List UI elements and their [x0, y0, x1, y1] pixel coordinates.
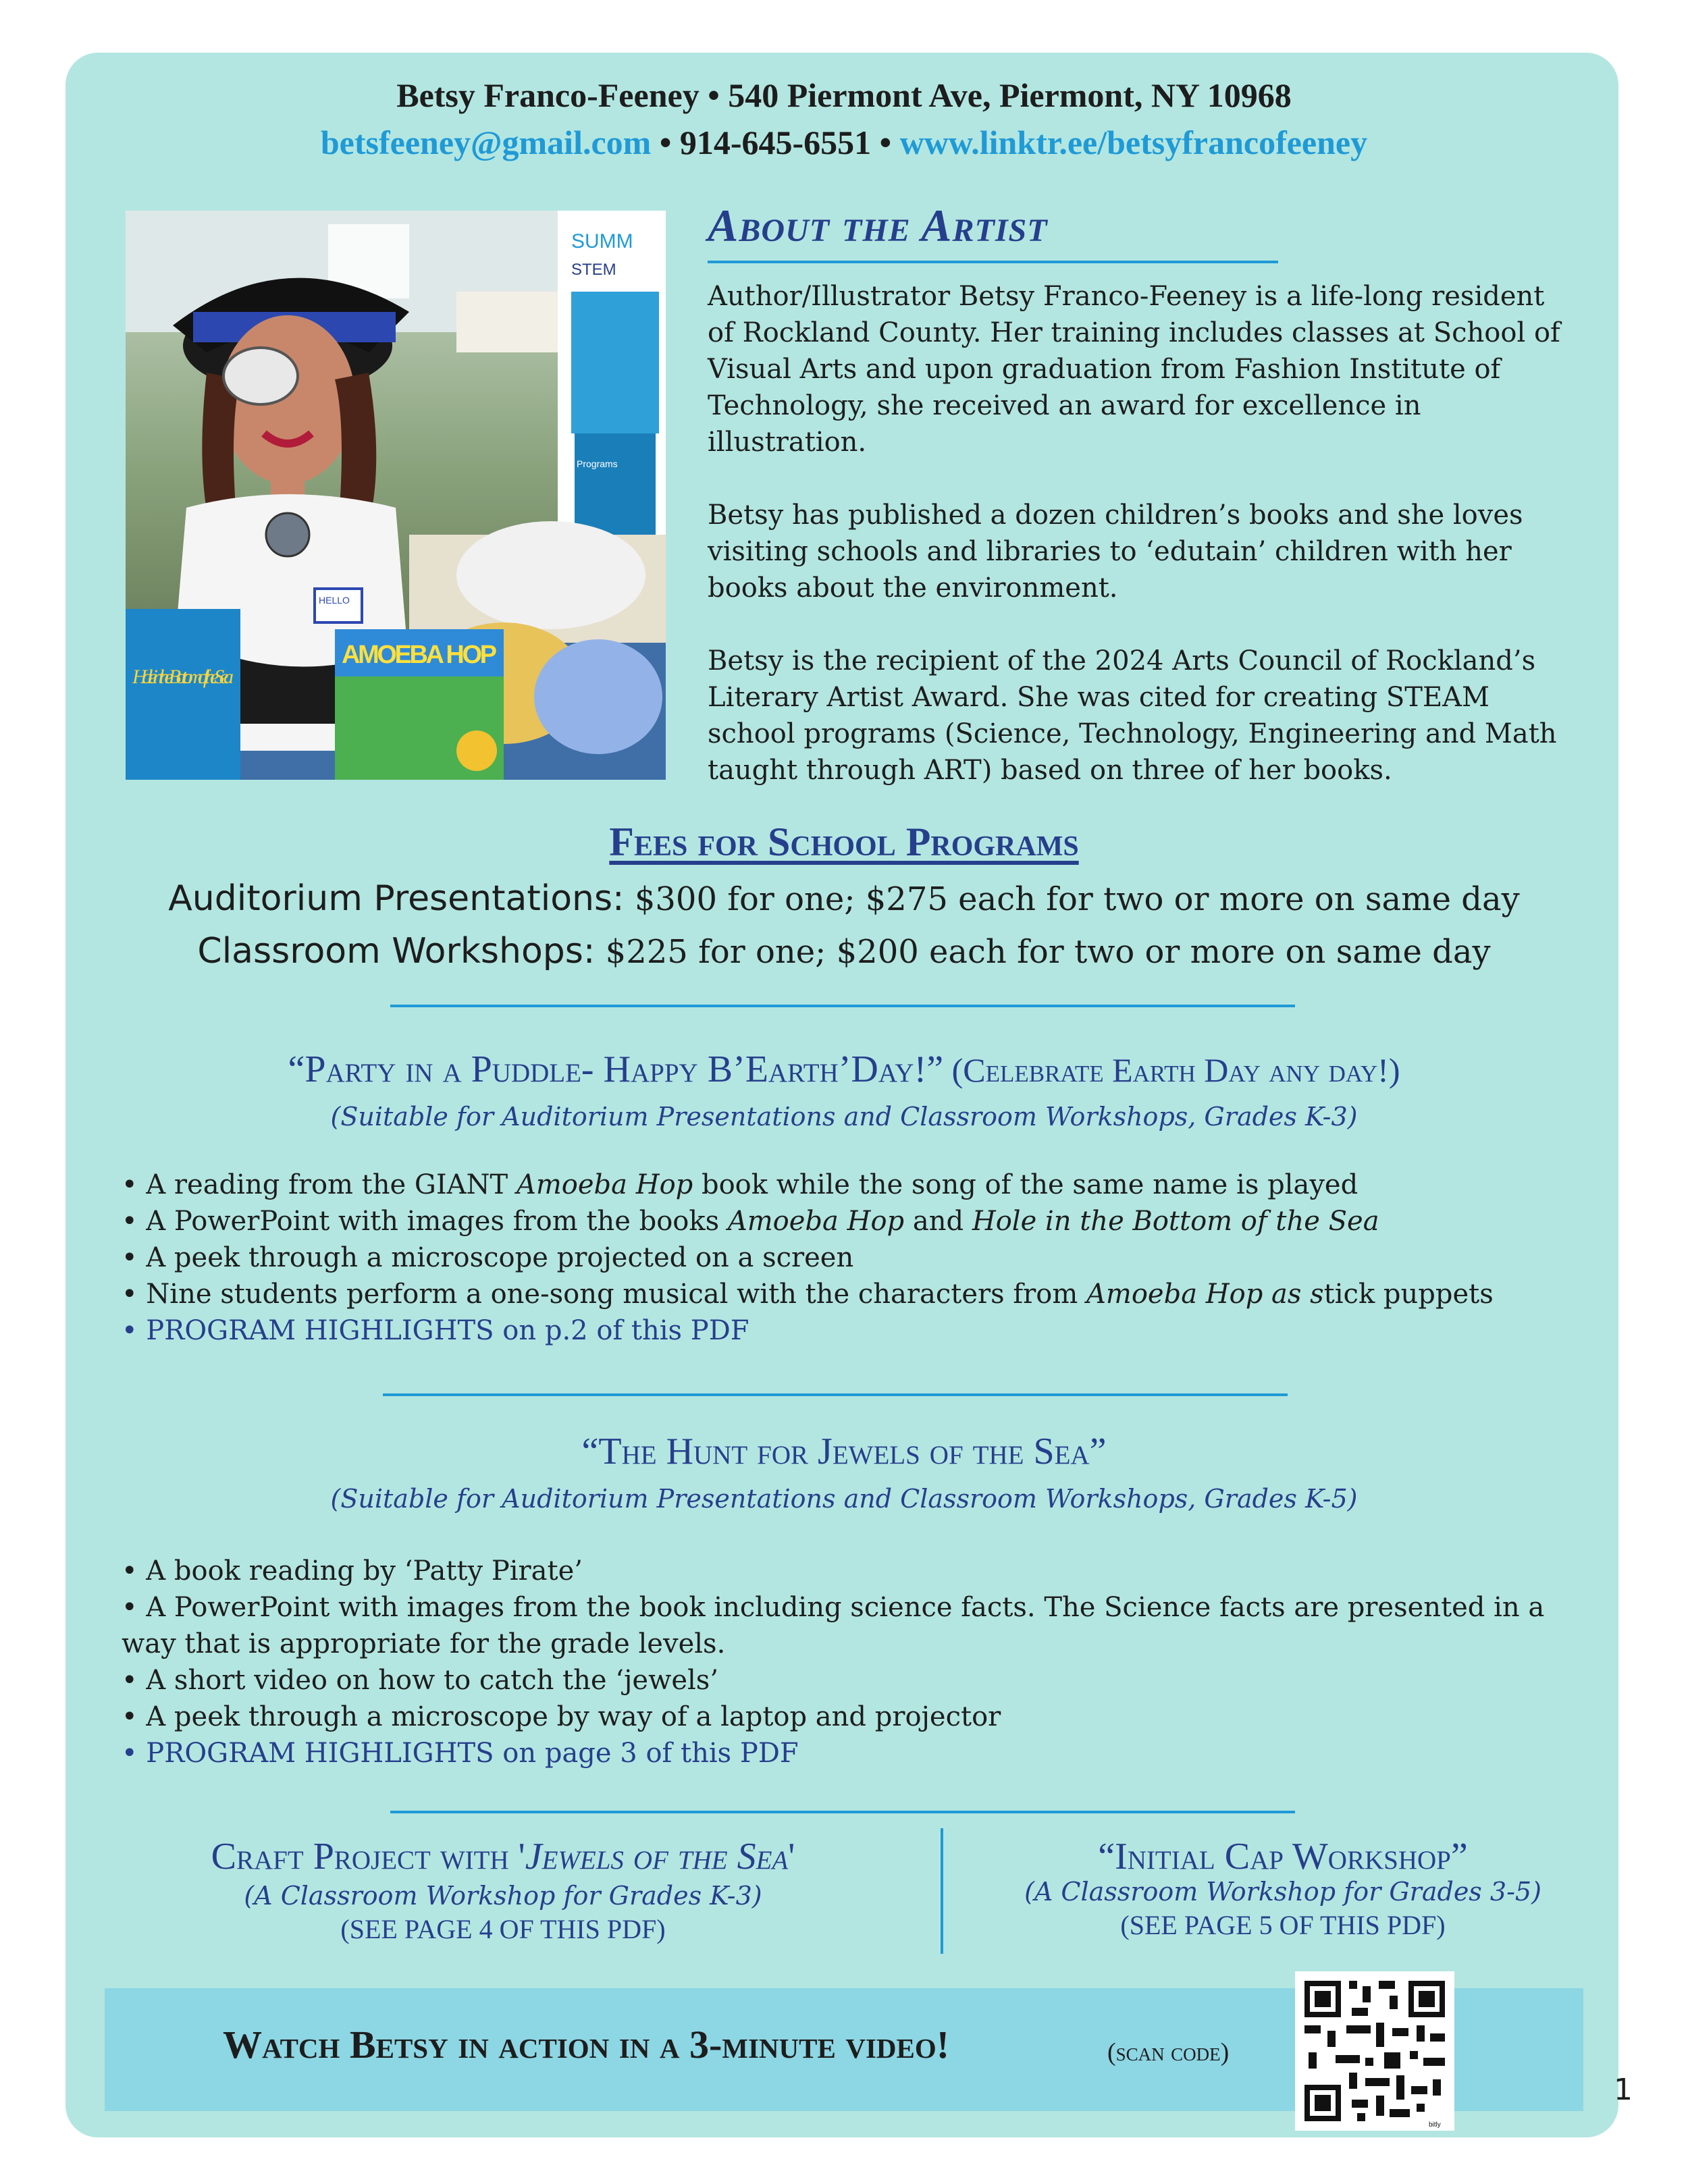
about-paragraph-3: Betsy is the recipient of the 2024 Arts Council of Rockland’s Literary Artist Award. She was cited for creating STEAM school programs (Science, Technology, Engineering and Math taught through ART) based on three of her books.: [708, 645, 1557, 786]
program2-suitable: (Suitable for Auditorium Presentations and Classroom Workshops, Grades K-5): [330, 1484, 1358, 1514]
initial-cap-see-page[interactable]: (SEE PAGE 5 OF THIS PDF): [1120, 1910, 1446, 1940]
website-link[interactable]: www.linktr.ee/betsyfrancofeeney: [899, 124, 1368, 161]
program1-suitable: (Suitable for Auditorium Presentations and Classroom Workshops, Grades K-3): [330, 1102, 1358, 1131]
program1-title: [0, 1048, 1688, 1091]
craft-title: Craft Project with 'Jewels of the Sea': [211, 1836, 795, 1877]
video-banner-text: Watch Betsy in action in a 3-minute video!: [223, 2023, 950, 2067]
page-number: 1: [1614, 2073, 1633, 2107]
book-title-hole: Hole in the Bottom of the Sea: [132, 666, 234, 688]
initial-cap-block: [959, 1835, 1607, 1941]
program1-list: [122, 1167, 1593, 1349]
initial-cap-subtitle: (A Classroom Workshop for Grades 3-5): [1024, 1877, 1541, 1907]
phone-number: • 914-645-6551 •: [651, 124, 900, 161]
about-paragraph-2: Betsy has published a dozen children’s books and she loves visiting schools and libraries to ‘edutain’ children with her books about the environment.: [708, 500, 1523, 604]
about-rule: [708, 261, 1278, 263]
vertical-divider: [941, 1828, 943, 1954]
program1-highlights-link[interactable]: • PROGRAM HIGHLIGHTS on p.2 of this PDF: [122, 1315, 749, 1346]
list-item: • A reading from the GIANT Amoeba Hop book while the song of the same name is played: [122, 1169, 1359, 1200]
about-text: [708, 278, 1579, 825]
program2-title: “The Hunt for Jewels of the Sea”: [581, 1431, 1107, 1472]
fees-auditorium: [0, 872, 1688, 926]
about-title: About the Artist: [708, 200, 1048, 251]
sign-text-3: Programs: [577, 458, 618, 469]
program1-subtitle: (Celebrate Earth Day any day!): [943, 1051, 1400, 1089]
divider-rule-3: [390, 1811, 1295, 1813]
craft-see-page[interactable]: (SEE PAGE 4 OF THIS PDF): [340, 1914, 666, 1944]
initial-cap-title: “Initial Cap Workshop”: [1098, 1836, 1468, 1877]
fees-auditorium-label: Auditorium Presentations:: [168, 878, 625, 919]
qr-label: bitly: [1429, 2121, 1441, 2129]
email-link[interactable]: betsfeeney@gmail.com: [320, 124, 652, 161]
list-item: • A PowerPoint with images from the book including science facts. The Science facts are presented in a way that is appropriate for the grade levels.: [122, 1592, 1545, 1659]
fees-classroom-price: $225 for one; $200 each for two or more on same day: [595, 933, 1491, 971]
sign-text: SUMM: [571, 230, 633, 252]
craft-subtitle: (A Classroom Workshop for Grades K-3): [244, 1881, 762, 1911]
divider-rule-2: [383, 1393, 1288, 1396]
contact-address: Betsy Franco-Feeney • 540 Piermont Ave, Piermont, NY 10968: [396, 76, 1292, 114]
artist-photo: [126, 211, 666, 780]
list-item: • A PowerPoint with images from the books Amoeba Hop and Hole in the Bottom of the Sea: [122, 1206, 1379, 1237]
book-title-amoeba: AMOEBA HOP: [342, 641, 497, 669]
about-paragraph-1: Author/Illustrator Betsy Franco-Feeney is a life-long resident of Rockland County. Her training includes classes at School of Visual Arts and upon graduation from Fashion Institute of Technology, she received an award for excellence in illustration.: [708, 281, 1560, 458]
program2-list: [122, 1553, 1593, 1772]
fees-classroom: [0, 925, 1688, 978]
program1-title-text: “Party in a Puddle- Happy B’Earth’Day!”: [288, 1048, 944, 1090]
contact-line: [0, 123, 1688, 162]
list-item: • Nine students perform a one-song musical with the characters from Amoeba Hop as stick puppets: [122, 1279, 1494, 1310]
program2-highlights-link[interactable]: • PROGRAM HIGHLIGHTS on page 3 of this PDF: [122, 1738, 799, 1769]
scan-code-label: (scan code): [1107, 2038, 1230, 2067]
name-badge: HELLO: [319, 595, 350, 606]
fees-classroom-label: Classroom Workshops:: [197, 931, 596, 971]
fees-auditorium-price: $300 for one; $275 each for two or more on same day: [624, 880, 1520, 918]
list-item: • A short video on how to catch the ‘jewels’: [122, 1665, 719, 1696]
qr-code[interactable]: [1295, 1971, 1454, 2131]
fees-title: Fees for School Programs: [609, 820, 1079, 864]
list-item: • A peek through a microscope projected on a screen: [122, 1242, 854, 1273]
divider-rule-1: [390, 1005, 1295, 1007]
sign-text-2: STEM: [571, 261, 616, 279]
craft-block: [81, 1835, 925, 1945]
list-item: • A peek through a microscope by way of a laptop and projector: [122, 1701, 1001, 1732]
list-item: • A book reading by ‘Patty Pirate’: [122, 1555, 583, 1587]
